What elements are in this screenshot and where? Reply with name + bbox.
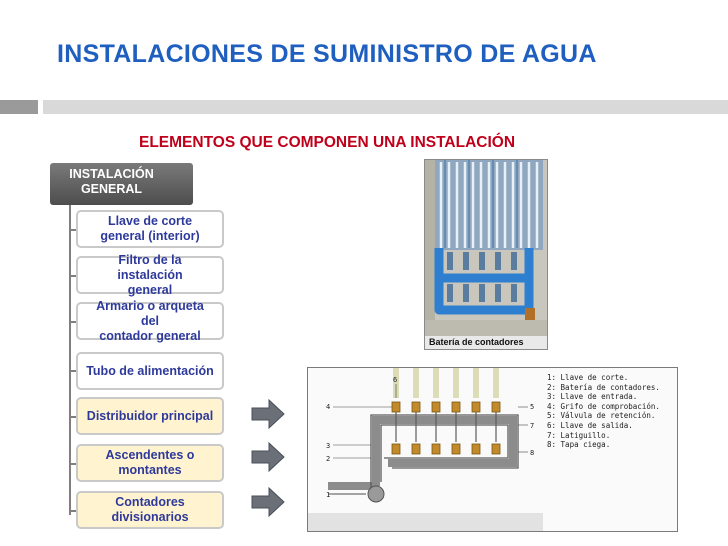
callout-label: 7 [530,422,535,430]
legend-item: 8: Tapa ciega. [547,440,611,450]
arrow-right-icon [251,442,285,472]
tree-node-line1: Llave de corte [107,214,193,228]
legend-item: 3: Llave de entrada. [547,392,638,402]
diagram-legend [547,373,660,450]
tree-node-line2: general (interior) [100,229,200,243]
tree-node-line1: Filtro de la instalación [117,252,183,282]
tree-node-line2: divisionarios [111,510,189,524]
callout-label: 6 [393,376,398,384]
legend-item: 6: Llave de salida. [547,420,633,430]
tree-node-ascendentes [76,444,224,482]
arrow-right-icon [251,399,285,429]
slide-title: INSTALACIONES DE SUMINISTRO DE AGUA [57,40,597,68]
arrow-right-icon [251,487,285,517]
slide-subtitle: ELEMENTOS QUE COMPONEN UNA INSTALACIÓN [139,134,516,151]
tree-node-line2: contador general [99,328,201,343]
callout-label: 1 [326,491,331,499]
callout-label: 2 [326,455,331,463]
tree-node-line1: Tubo de alimentación [86,363,214,378]
tree-connector-vertical [69,205,71,515]
tree-node-tubo-alimentacion [76,352,224,390]
callout-label: 4 [326,403,331,411]
legend-item: 1: Llave de corte. [547,373,629,382]
meter-battery-photo [424,159,548,350]
tree-node-armario [76,298,224,343]
legend-item: 4: Grifo de comprobación. [547,401,660,411]
tree-root-line1: INSTALACIÓN [69,167,154,181]
tree-node-contadores-divisionarios [76,491,224,529]
tree-node-line2: general [127,282,173,297]
tree-node-line2: montantes [118,463,182,477]
title-rule-accent [0,100,38,114]
callout-label: 3 [326,442,331,450]
installation-diagram [307,367,678,532]
installation-schematic [308,368,543,532]
tree-node-line1: Contadores [115,495,185,509]
tree-node-line1: Distribuidor principal [86,408,214,423]
legend-item: 7: Latiguillo. [547,430,611,440]
tree-node-line1: Ascendentes o [105,448,195,462]
legend-item: 5: Válvula de retención. [547,411,656,421]
meter-battery-illustration [425,160,548,338]
callout-label: 5 [530,403,535,411]
tree-node-distribuidor-principal [76,397,224,435]
tree-node-line1: Armario o arqueta del [96,298,204,328]
callout-label: 8 [530,449,535,457]
title-rule [43,100,728,114]
legend-item: 2: Batería de contadores. [547,382,660,392]
tree-node-llave-de-corte [76,210,224,248]
tree-root-line2: GENERAL [80,182,143,196]
photo-caption: Batería de contadores [425,336,547,349]
tree-node-filtro [76,252,224,297]
tree-root-node [50,163,193,205]
